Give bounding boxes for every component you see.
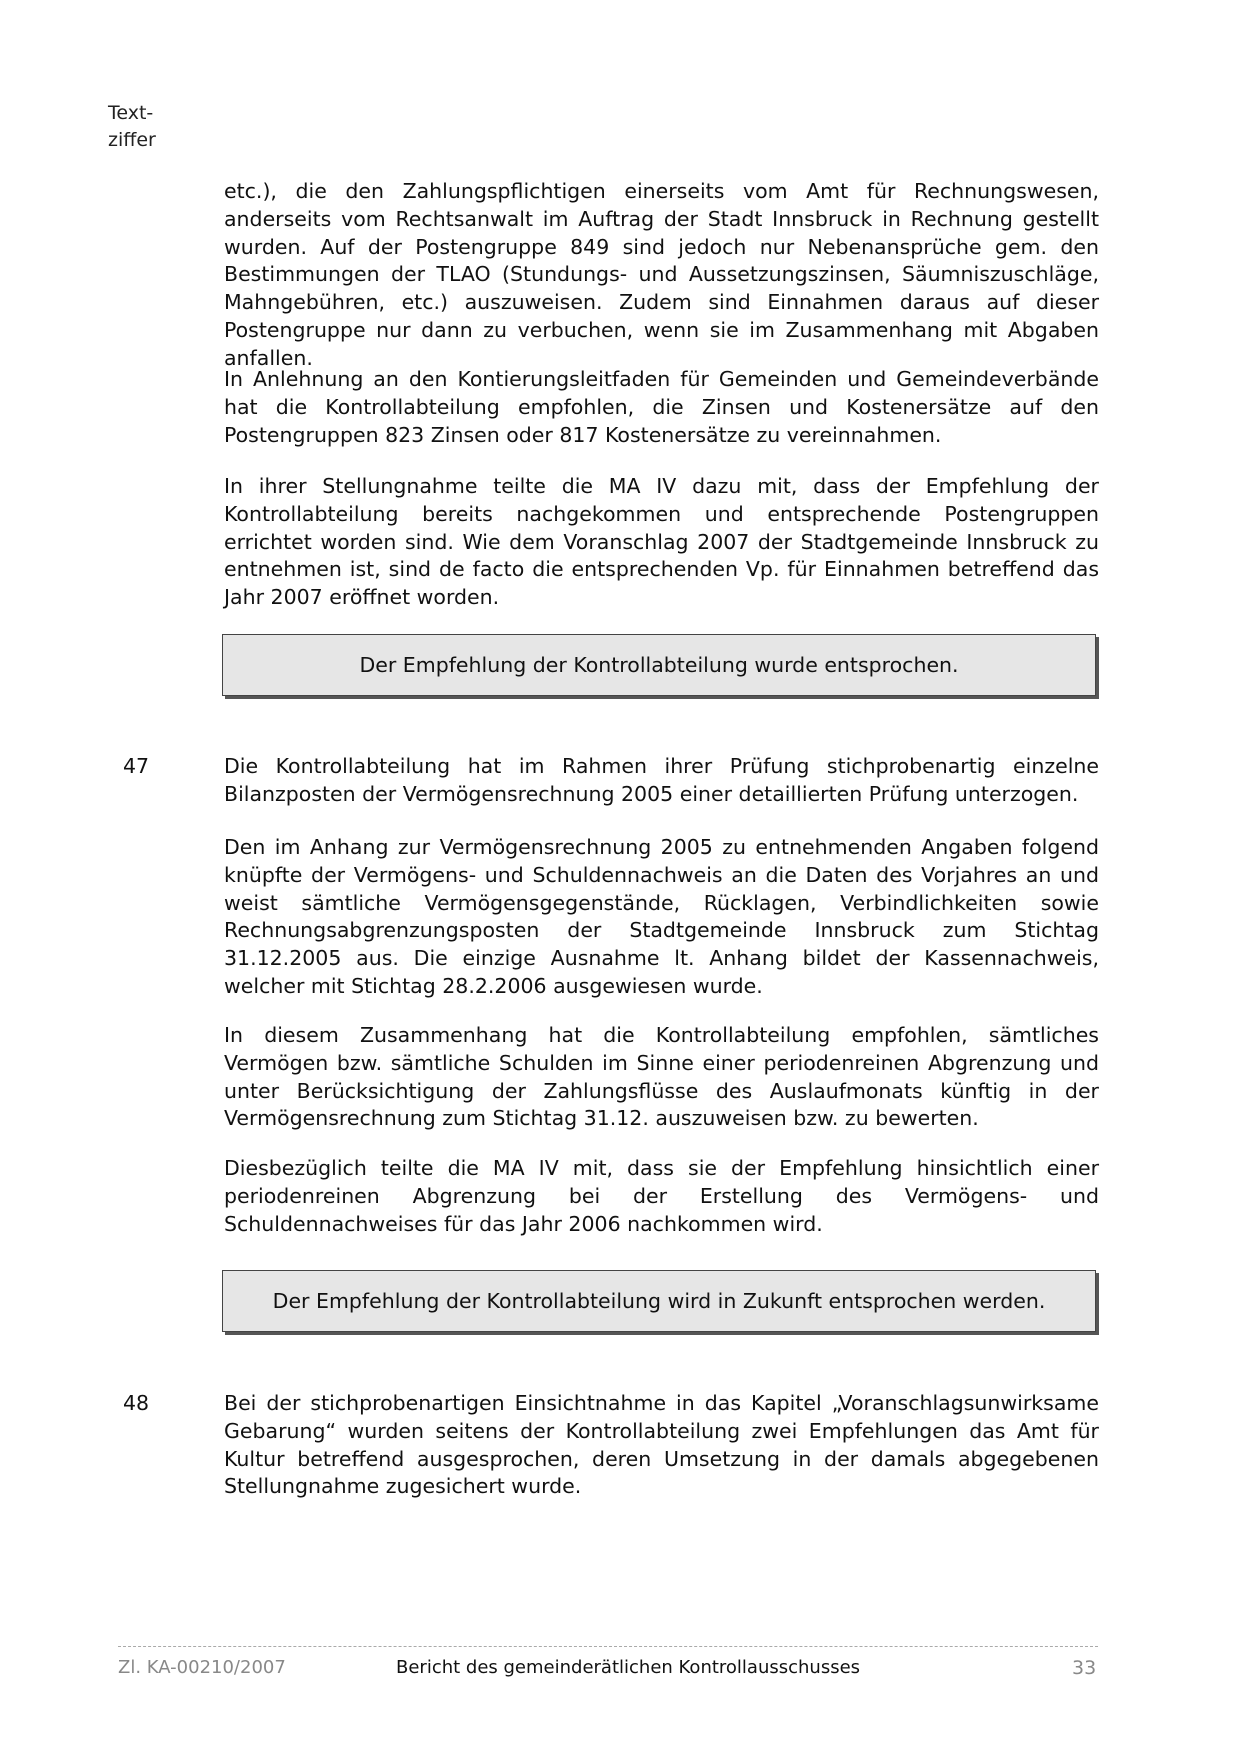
textziffer-number: 48: [123, 1391, 150, 1415]
paragraph: Den im Anhang zur Vermögensrechnung 2005 zu entnehmenden Angaben folgend knüpfte der Vermögens- und Schuldennachweis an die Daten des Vorjahres an und weist sämtliche Vermögensgegenstände, Rücklagen, Verbindlichkeiten sowie Rechnungsabgrenzungsposten der Stadtgemeinde Innsbruck zum Stichtag 31.12.2005 aus. Die einzige Ausnahme lt. Anhang bildet der Kassennachweis, welcher mit Stichtag 28.2.2006 ausgewiesen wurde.: [224, 835, 1099, 998]
textziffer-column-heading: [108, 100, 156, 154]
recommendation-status-box: Der Empfehlung der Kontrollabteilung wird in Zukunft entsprochen werden.: [222, 1270, 1096, 1332]
paragraph: Die Kontrollabteilung hat im Rahmen ihrer Prüfung stichprobenartig einzelne Bilanzposten der Vermögensrechnung 2005 einer detaillierten Prüfung unterzogen.: [224, 754, 1099, 806]
margin-label-line2: ziffer: [108, 129, 156, 151]
footer-report-title: Bericht des gemeinderätlichen Kontrollausschusses: [396, 1657, 861, 1678]
paragraph: In Anlehnung an den Kontierungsleitfaden für Gemeinden und Gemeindeverbände hat die Kontrollabteilung empfohlen, die Zinsen und Kostenersätze auf den Postengruppen 823 Zinsen oder 817 Kostenersätze zu vereinnahmen.: [224, 367, 1099, 447]
textziffer-number: 47: [123, 754, 150, 778]
paragraph: Diesbezüglich teilte die MA IV mit, dass sie der Empfehlung hinsichtlich einer periodenreinen Abgrenzung bei der Erstellung des Vermögens- und Schuldennachweises für das Jahr 2006 nachkommen wird.: [224, 1156, 1099, 1236]
paragraph: In ihrer Stellungnahme teilte die MA IV dazu mit, dass der Empfehlung der Kontrollabteilung bereits nachgekommen und entsprechende Postengruppen errichtet worden sind. Wie dem Voranschlag 2007 der Stadtgemeinde Innsbruck zu entnehmen ist, sind de facto die entsprechenden Vp. für Einnahmen betreffend das Jahr 2007 eröffnet worden.: [224, 474, 1099, 610]
page-number: 33: [1072, 1657, 1097, 1679]
footer-reference-number: Zl. KA-00210/2007: [118, 1657, 286, 1678]
paragraph: In diesem Zusammenhang hat die Kontrollabteilung empfohlen, sämtliches Vermögen bzw. sämtliche Schulden im Sinne einer periodenreinen Abgrenzung und unter Berücksichtigung der Zahlungsflüsse des Auslaufmonats künftig in der Vermögensrechnung zum Stichtag 31.12. auszuweisen bzw. zu bewerten.: [224, 1023, 1099, 1131]
paragraph: etc.), die den Zahlungspflichtigen einerseits vom Amt für Rechnungswesen, anderseits vom Rechtsanwalt im Auftrag der Stadt Innsbruck in Rechnung gestellt wurden. Auf der Postengruppe 849 sind jedoch nur Nebenansprüche gem. den Bestimmungen der TLAO (Stundungs- und Aussetzungszinsen, Säumniszuschläge, Mahngebühren, etc.) auszuweisen. Zudem sind Einnahmen daraus auf dieser Postengruppe nur dann zu verbuchen, wenn sie im Zusammenhang mit Abgaben anfallen.: [224, 179, 1099, 370]
paragraph: Bei der stichprobenartigen Einsichtnahme in das Kapitel „Voranschlagsunwirksame Gebarung“ wurden seitens der Kontrollabteilung zwei Empfehlungen das Amt für Kultur betreffend ausgesprochen, deren Umsetzung in der damals abgegebenen Stellungnahme zugesichert wurde.: [224, 1391, 1099, 1499]
footer-divider: [118, 1646, 1098, 1647]
recommendation-status-box: Der Empfehlung der Kontrollabteilung wurde entsprochen.: [222, 634, 1096, 696]
margin-label-line1: Text-: [108, 102, 154, 124]
